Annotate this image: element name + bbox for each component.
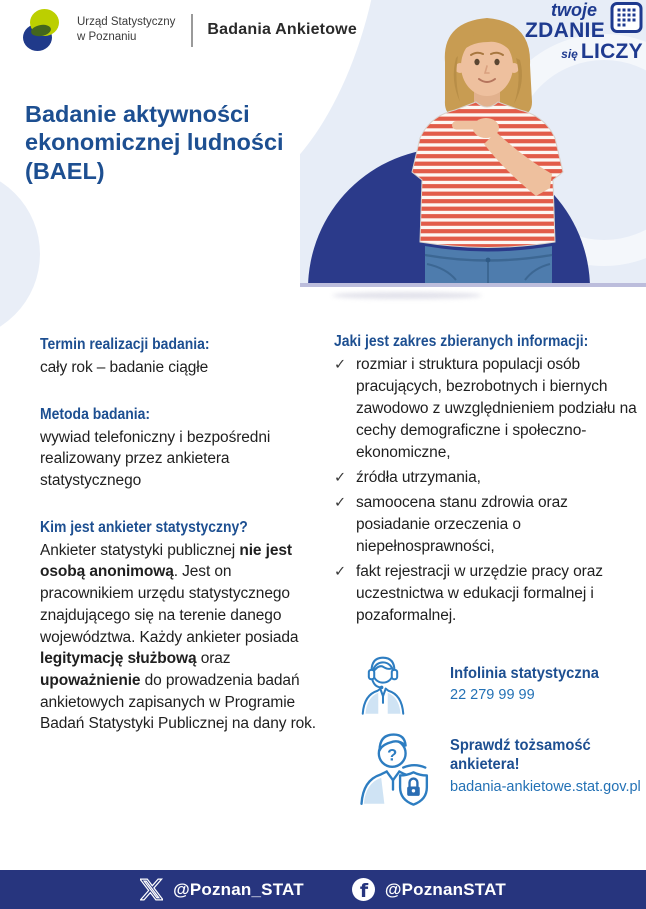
check-item-text: fakt rejestracji w urzędzie pracy oraz uczestnictwa w edukacji formalnej i pozaformalnej. xyxy=(356,563,603,625)
headset-agent-icon xyxy=(356,651,410,717)
slogan-logo xyxy=(521,1,643,62)
section-heading-zakres: Jaki jest zakres zbieranych informacji: xyxy=(334,333,589,350)
calculator-building-icon xyxy=(610,2,643,33)
facebook-handle-text: @PoznanSTAT xyxy=(384,879,506,899)
section-ankieter xyxy=(40,519,326,735)
contact-title-verify: Sprawdź tożsamość ankietera! xyxy=(450,737,591,774)
section-heading-metoda: Metoda badania: xyxy=(40,405,151,423)
checkmark-icon: ✓ xyxy=(334,357,347,373)
section-body-termin: cały rok – badanie ciągłe xyxy=(40,359,209,376)
program-brand: Badania Ankietowe xyxy=(207,21,357,38)
x-handle-text: @Poznan_STAT xyxy=(173,879,304,899)
footer-bar xyxy=(0,870,646,909)
check-item-text: rozmiar i struktura populacji osób pracujących, bezrobotnych i biernych zawodowo z uwzględnieniem podziału na cechy demograficzne i społeczno-ekonomiczne, xyxy=(356,356,637,461)
list-item xyxy=(334,561,640,627)
org-name xyxy=(77,15,175,45)
right-column xyxy=(334,333,640,815)
footer-x-handle[interactable] xyxy=(140,878,304,901)
x-social-icon xyxy=(140,878,163,901)
contact-phone: 22 279 99 99 xyxy=(450,687,535,704)
section-metoda xyxy=(40,406,326,492)
section-body-ankieter: Ankieter statystyki publicznej nie jest osobą anonimową. Jest on pracownikiem urzędu statystycznego znajdującego się na terenie danego województwa. Każdy ankieter posiada legitymację służbową oraz upoważnienie do prowadzenia badań ankietowych zapisanych w Programie Badań Statystyki Publicznej na dany rok. xyxy=(40,541,317,733)
zakres-checklist xyxy=(334,354,640,627)
footer-facebook-handle[interactable] xyxy=(352,878,506,901)
contact-url[interactable]: badania-ankietowe.stat.gov.pl xyxy=(450,778,641,795)
left-column xyxy=(40,336,326,735)
section-heading-ankieter: Kim jest ankieter statystyczny? xyxy=(40,518,248,536)
contact-row-infolinia xyxy=(356,651,640,717)
checkmark-icon: ✓ xyxy=(334,470,347,486)
svg-text:?: ? xyxy=(387,745,398,765)
check-item-text: samoocena stanu zdrowia oraz posiadanie orzeczenia o niepełnosprawności, xyxy=(356,494,568,556)
section-heading-termin: Termin realizacji badania: xyxy=(40,336,210,353)
org-logo xyxy=(22,8,357,52)
page-title: Badanie aktywności ekonomicznej ludności (BAEL) xyxy=(25,100,284,185)
slogan-word-sie: się xyxy=(561,47,578,61)
photo-shadow xyxy=(332,292,482,299)
org-name-line2: w Poznaniu xyxy=(77,31,137,43)
org-name-line1: Urząd Statystyczny xyxy=(77,16,176,29)
org-logo-mark-icon xyxy=(22,8,68,52)
checkmark-icon: ✓ xyxy=(334,564,347,581)
section-termin xyxy=(40,336,326,379)
facebook-icon xyxy=(352,878,375,901)
checkmark-icon: ✓ xyxy=(334,495,347,512)
identity-shield-icon xyxy=(356,725,430,807)
list-item xyxy=(334,467,640,489)
header-divider xyxy=(191,14,193,47)
section-body-metoda: wywiad telefoniczny i bezpośredni realizowany przez ankietera statystycznego xyxy=(40,428,271,490)
contact-section xyxy=(334,651,640,807)
slogan-word-zdanie: ZDANIE xyxy=(525,19,605,42)
slogan-word-twoje: twoje xyxy=(550,0,597,20)
list-item xyxy=(334,492,640,558)
check-item-text: źródła utrzymania, xyxy=(356,469,481,486)
slogan-word-liczy: LICZY xyxy=(580,40,643,63)
list-item xyxy=(334,354,640,464)
contact-title-infolinia: Infolinia statystyczna xyxy=(450,664,599,682)
contact-row-verify xyxy=(356,725,640,807)
facebook-f-glyph: f xyxy=(359,880,369,901)
left-arc-decoration xyxy=(0,168,40,340)
